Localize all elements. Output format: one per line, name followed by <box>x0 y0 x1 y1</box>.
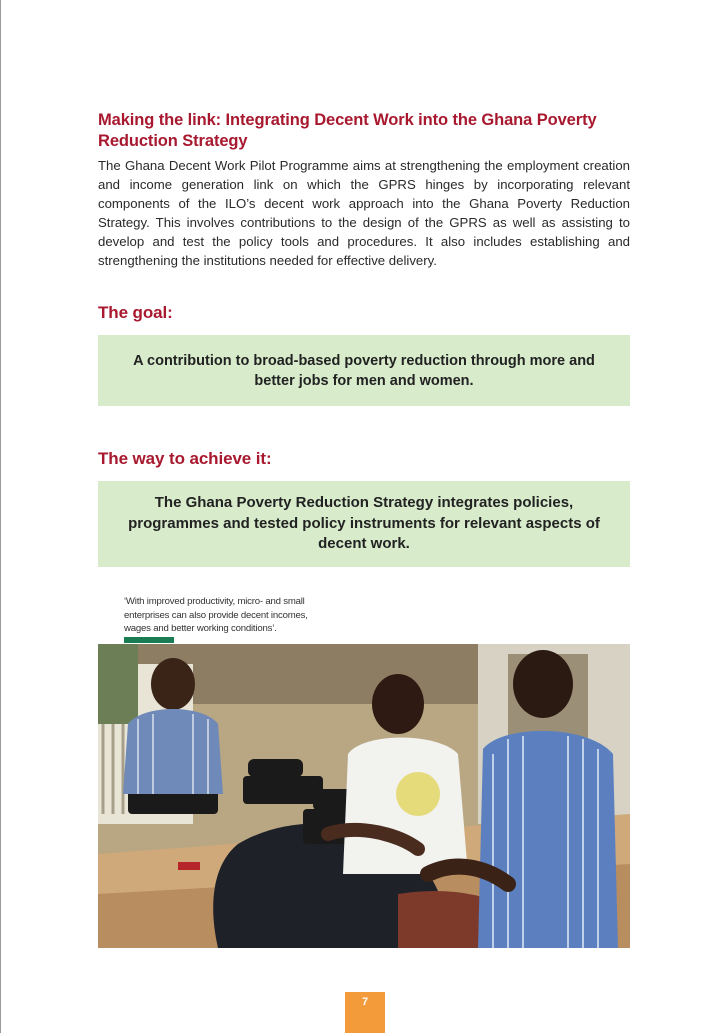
section-heading-way: The way to achieve it: <box>98 449 272 468</box>
goal-text: A contribution to broad-based poverty reduction through more and better jobs for men and women. <box>133 352 595 389</box>
way-box <box>98 481 630 567</box>
way-text: The Ghana Poverty Reduction Strategy integrates policies, programmes and tested policy instruments for relevant aspects of decent work. <box>128 494 600 553</box>
sewing-workshop-photo <box>98 644 630 948</box>
section-heading-goal: The goal: <box>98 303 173 322</box>
section-heading-link: Making the link: Integrating Decent Work into the Ghana Poverty Reduction Strategy <box>98 111 597 150</box>
page-number: 7 <box>345 992 385 1033</box>
goal-box <box>98 335 630 406</box>
photo-illustration <box>98 644 630 948</box>
page-edge-left <box>0 0 1 1033</box>
quote-accent-bar <box>124 637 174 643</box>
intro-paragraph: The Ghana Decent Work Pilot Programme aims at strengthening the employment creation and income generation link on which the GPRS hinges by incorporating relevant components of the ILO’s decent work approach into the Ghana Poverty Reduction Strategy. This involves contributions to the design of the GPRS as well as assisting to develop and test the policy tools and procedures. It also includes establishing and strengthening the institutions needed for effective delivery. <box>98 158 630 268</box>
photo-quote: ‘With improved productivity, micro- and small enterprises can also provide decent incomes, wages and better working conditions’. <box>124 596 308 634</box>
